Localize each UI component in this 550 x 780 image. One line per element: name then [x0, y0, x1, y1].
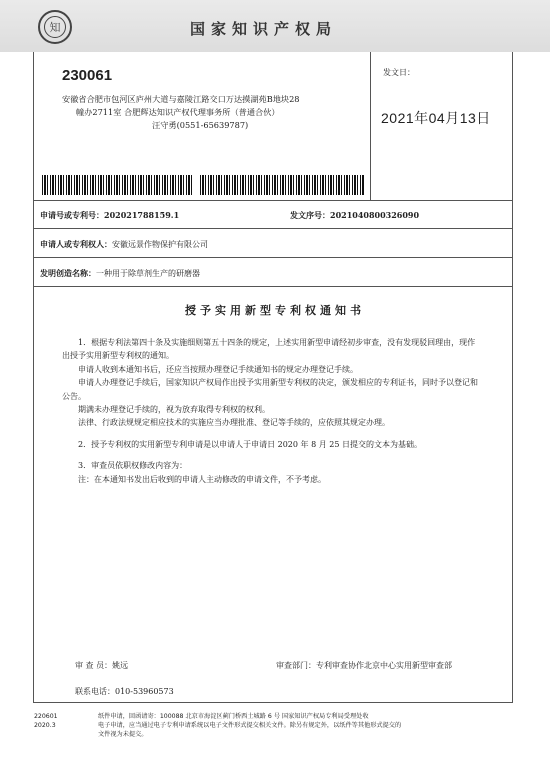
footer-notes [98, 712, 513, 739]
form-code: 220601 [34, 713, 58, 720]
agency-name: 国家知识产权局 [190, 20, 338, 38]
paragraph: 3．审查员依职权修改内容为： [78, 461, 188, 471]
barcode-left [42, 175, 192, 195]
rule-1 [33, 200, 513, 201]
invention-label: 发明创造名称： [40, 268, 96, 278]
serial-number-label: 发文序号： [290, 210, 330, 220]
department-label: 审查部门： [276, 661, 316, 670]
notice-body [62, 336, 482, 486]
frame-left [33, 52, 34, 702]
frame-right [512, 52, 513, 702]
examiner-label: 审 查 员： [75, 661, 113, 670]
paragraph: 申请人办理登记手续后，国家知识产权局作出授予实用新型专利权的决定，颁发相应的专利证书，同时予以登记和公告。 [62, 378, 478, 401]
examiner-row [75, 660, 128, 671]
footer-code [34, 712, 58, 730]
rule-5 [33, 702, 513, 703]
phone-number: 010-53960573 [115, 687, 174, 696]
department-row [276, 660, 452, 671]
postcode: 230061 [62, 67, 113, 84]
footer-line: 文件视为未提交。 [98, 731, 148, 738]
serial-number-row [290, 210, 419, 221]
rule-4 [33, 286, 513, 287]
paragraph: 注：在本通知书发出后收到的申请人主动修改的申请文件，不予考虑。 [78, 474, 326, 484]
application-number: 202021788159.1 [104, 210, 180, 220]
application-number-row [40, 210, 179, 221]
address-line: 幢办2711室 合肥辉达知识产权代理事务所（普通合伙） [76, 107, 280, 117]
paragraph: 2．授予专利权的实用新型专利申请是以申请人于申请日 2020 年 8 月 25 日提交的文本为基础。 [78, 439, 422, 449]
paragraph: 期满未办理登记手续的，视为放弃取得专利权的权利。 [78, 405, 270, 415]
address-line: 汪守勇(0551-65639787) [152, 120, 249, 130]
form-version: 2020.3 [34, 722, 56, 729]
footer-line: 电子申请，应当通过电子专利申请系统以电子文件形式提交相关文件。除另有规定外，以纸件等其他形式提交的 [98, 722, 402, 729]
seal-inner: 知 [44, 16, 66, 38]
phone-row [75, 686, 174, 697]
rule-2 [33, 228, 513, 229]
examiner-name: 姚远 [112, 661, 129, 670]
application-number-label: 申请号或专利号： [40, 210, 104, 220]
barcode-right [200, 175, 365, 195]
mailing-address [62, 93, 352, 132]
applicant-row [40, 239, 208, 250]
address-line: 安徽省合肥市包河区庐州大道与嘉陵江路交口万达摸湖苑B地块28 [62, 94, 300, 104]
notice-title: 授予实用新型专利权通知书 [185, 304, 365, 317]
invention-row [40, 268, 200, 279]
applicant-name: 安徽远景作物保护有限公司 [112, 240, 208, 249]
department-name: 专利审查协作北京中心实用新型审查部 [316, 661, 452, 670]
paragraph: 法律、行政法规规定相应技术的实施应当办理批准、登记等手续的，应依照其规定办理。 [78, 418, 390, 428]
issue-date-label: 发文日： [383, 68, 415, 77]
paragraph: 申请人收到本通知书后，还应当按照办理登记手续通知书的规定办理登记手续。 [78, 364, 358, 374]
serial-number: 2021040800326090 [330, 210, 420, 220]
invention-name: 一种用于除草剂生产的研磨器 [96, 269, 200, 278]
paragraph: 1．根据专利法第四十条及实施细则第五十四条的规定，上述实用新型申请经初步审查，没有发现驳回理由，现作出授予实用新型专利权的通知。 [62, 338, 476, 361]
rule-3 [33, 257, 513, 258]
applicant-label: 申请人或专利权人： [40, 239, 112, 249]
agency-seal-icon [38, 10, 72, 44]
issue-date: 2021年04月13日 [381, 110, 491, 126]
frame-divider [370, 52, 371, 200]
phone-label: 联系电话： [75, 687, 115, 696]
footer-line: 纸件申请，回函请寄：100088 北京市海淀区蓟门桥西土城路 6 号 国家知识产权局专利局受理处收 [98, 713, 369, 720]
